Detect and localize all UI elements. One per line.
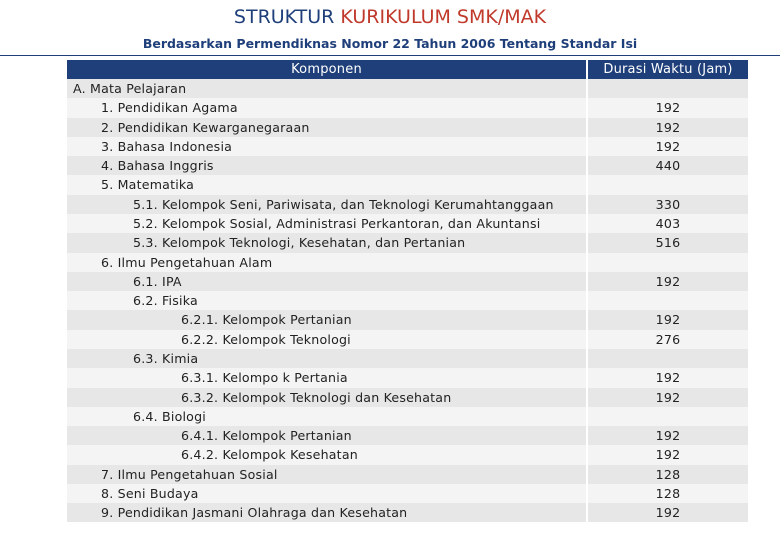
table-row [67, 156, 748, 175]
row-value [588, 291, 748, 310]
row-value: 330 [588, 195, 748, 214]
row-label: 6.2.1. Kelompok Pertanian [67, 310, 586, 329]
row-value: 192 [588, 137, 748, 156]
row-value: 516 [588, 233, 748, 252]
row-value [588, 253, 748, 272]
row-label: 6.2.2. Kelompok Teknologi [67, 330, 586, 349]
row-label: 2. Pendidikan Kewarganegaraan [67, 118, 586, 137]
title-divider [0, 55, 780, 56]
row-label: 6.3. Kimia [67, 349, 586, 368]
row-label: 3. Bahasa Indonesia [67, 137, 586, 156]
table-row [67, 503, 748, 522]
table-row [67, 137, 748, 156]
table-row [67, 233, 748, 252]
row-value: 192 [588, 426, 748, 445]
curriculum-table [67, 60, 748, 522]
row-label: 5. Matematika [67, 175, 586, 194]
row-label: 9. Pendidikan Jasmani Olahraga dan Kesehatan [67, 503, 586, 522]
row-label: A. Mata Pelajaran [67, 79, 586, 98]
row-value: 192 [588, 503, 748, 522]
row-value [588, 79, 748, 98]
table-row [67, 98, 748, 117]
row-value: 192 [588, 310, 748, 329]
row-label: 5.3. Kelompok Teknologi, Kesehatan, dan Pertanian [67, 233, 586, 252]
row-value: 192 [588, 272, 748, 291]
table-row [67, 388, 748, 407]
table-row [67, 484, 748, 503]
table-row [67, 253, 748, 272]
table-row [67, 368, 748, 387]
row-label: 5.2. Kelompok Sosial, Administrasi Perkantoran, dan Akuntansi [67, 214, 586, 233]
row-value: 403 [588, 214, 748, 233]
row-value: 192 [588, 368, 748, 387]
row-label: 8. Seni Budaya [67, 484, 586, 503]
table-row [67, 291, 748, 310]
row-label: 6.4.1. Kelompok Pertanian [67, 426, 586, 445]
table-row [67, 118, 748, 137]
row-value: 192 [588, 388, 748, 407]
row-label: 6.4. Biologi [67, 407, 586, 426]
table-row [67, 445, 748, 464]
row-value [588, 349, 748, 368]
row-value: 192 [588, 118, 748, 137]
row-label: 1. Pendidikan Agama [67, 98, 586, 117]
row-label: 6.2. Fisika [67, 291, 586, 310]
table-row [67, 175, 748, 194]
table-row [67, 310, 748, 329]
table-row [67, 330, 748, 349]
row-value [588, 407, 748, 426]
row-value [588, 175, 748, 194]
table-row [67, 214, 748, 233]
table-row [67, 465, 748, 484]
column-header-komponen: Komponen [67, 60, 586, 79]
row-value: 128 [588, 465, 748, 484]
table-row [67, 195, 748, 214]
column-header-durasi: Durasi Waktu (Jam) [588, 60, 748, 79]
table-row [67, 426, 748, 445]
row-label: 6.1. IPA [67, 272, 586, 291]
table-header-row [67, 60, 748, 79]
row-label: 6.4.2. Kelompok Kesehatan [67, 445, 586, 464]
row-value: 192 [588, 445, 748, 464]
title-part-2: KURIKULUM SMK/MAK [340, 6, 547, 28]
table-row [67, 349, 748, 368]
row-label: 6.3.2. Kelompok Teknologi dan Kesehatan [67, 388, 586, 407]
table-row [67, 79, 748, 98]
row-label: 6. Ilmu Pengetahuan Alam [67, 253, 586, 272]
page-title [0, 6, 780, 28]
row-label: 6.3.1. Kelompo k Pertania [67, 368, 586, 387]
table-row [67, 272, 748, 291]
title-part-1: STRUKTUR [233, 6, 341, 28]
row-value: 276 [588, 330, 748, 349]
row-label: 4. Bahasa Inggris [67, 156, 586, 175]
table-row [67, 407, 748, 426]
row-value: 192 [588, 98, 748, 117]
row-label: 7. Ilmu Pengetahuan Sosial [67, 465, 586, 484]
page-subtitle: Berdasarkan Permendiknas Nomor 22 Tahun 2006 Tentang Standar Isi [142, 36, 638, 51]
row-value: 128 [588, 484, 748, 503]
row-value: 440 [588, 156, 748, 175]
row-label: 5.1. Kelompok Seni, Pariwisata, dan Teknologi Kerumahtanggaan [67, 195, 586, 214]
